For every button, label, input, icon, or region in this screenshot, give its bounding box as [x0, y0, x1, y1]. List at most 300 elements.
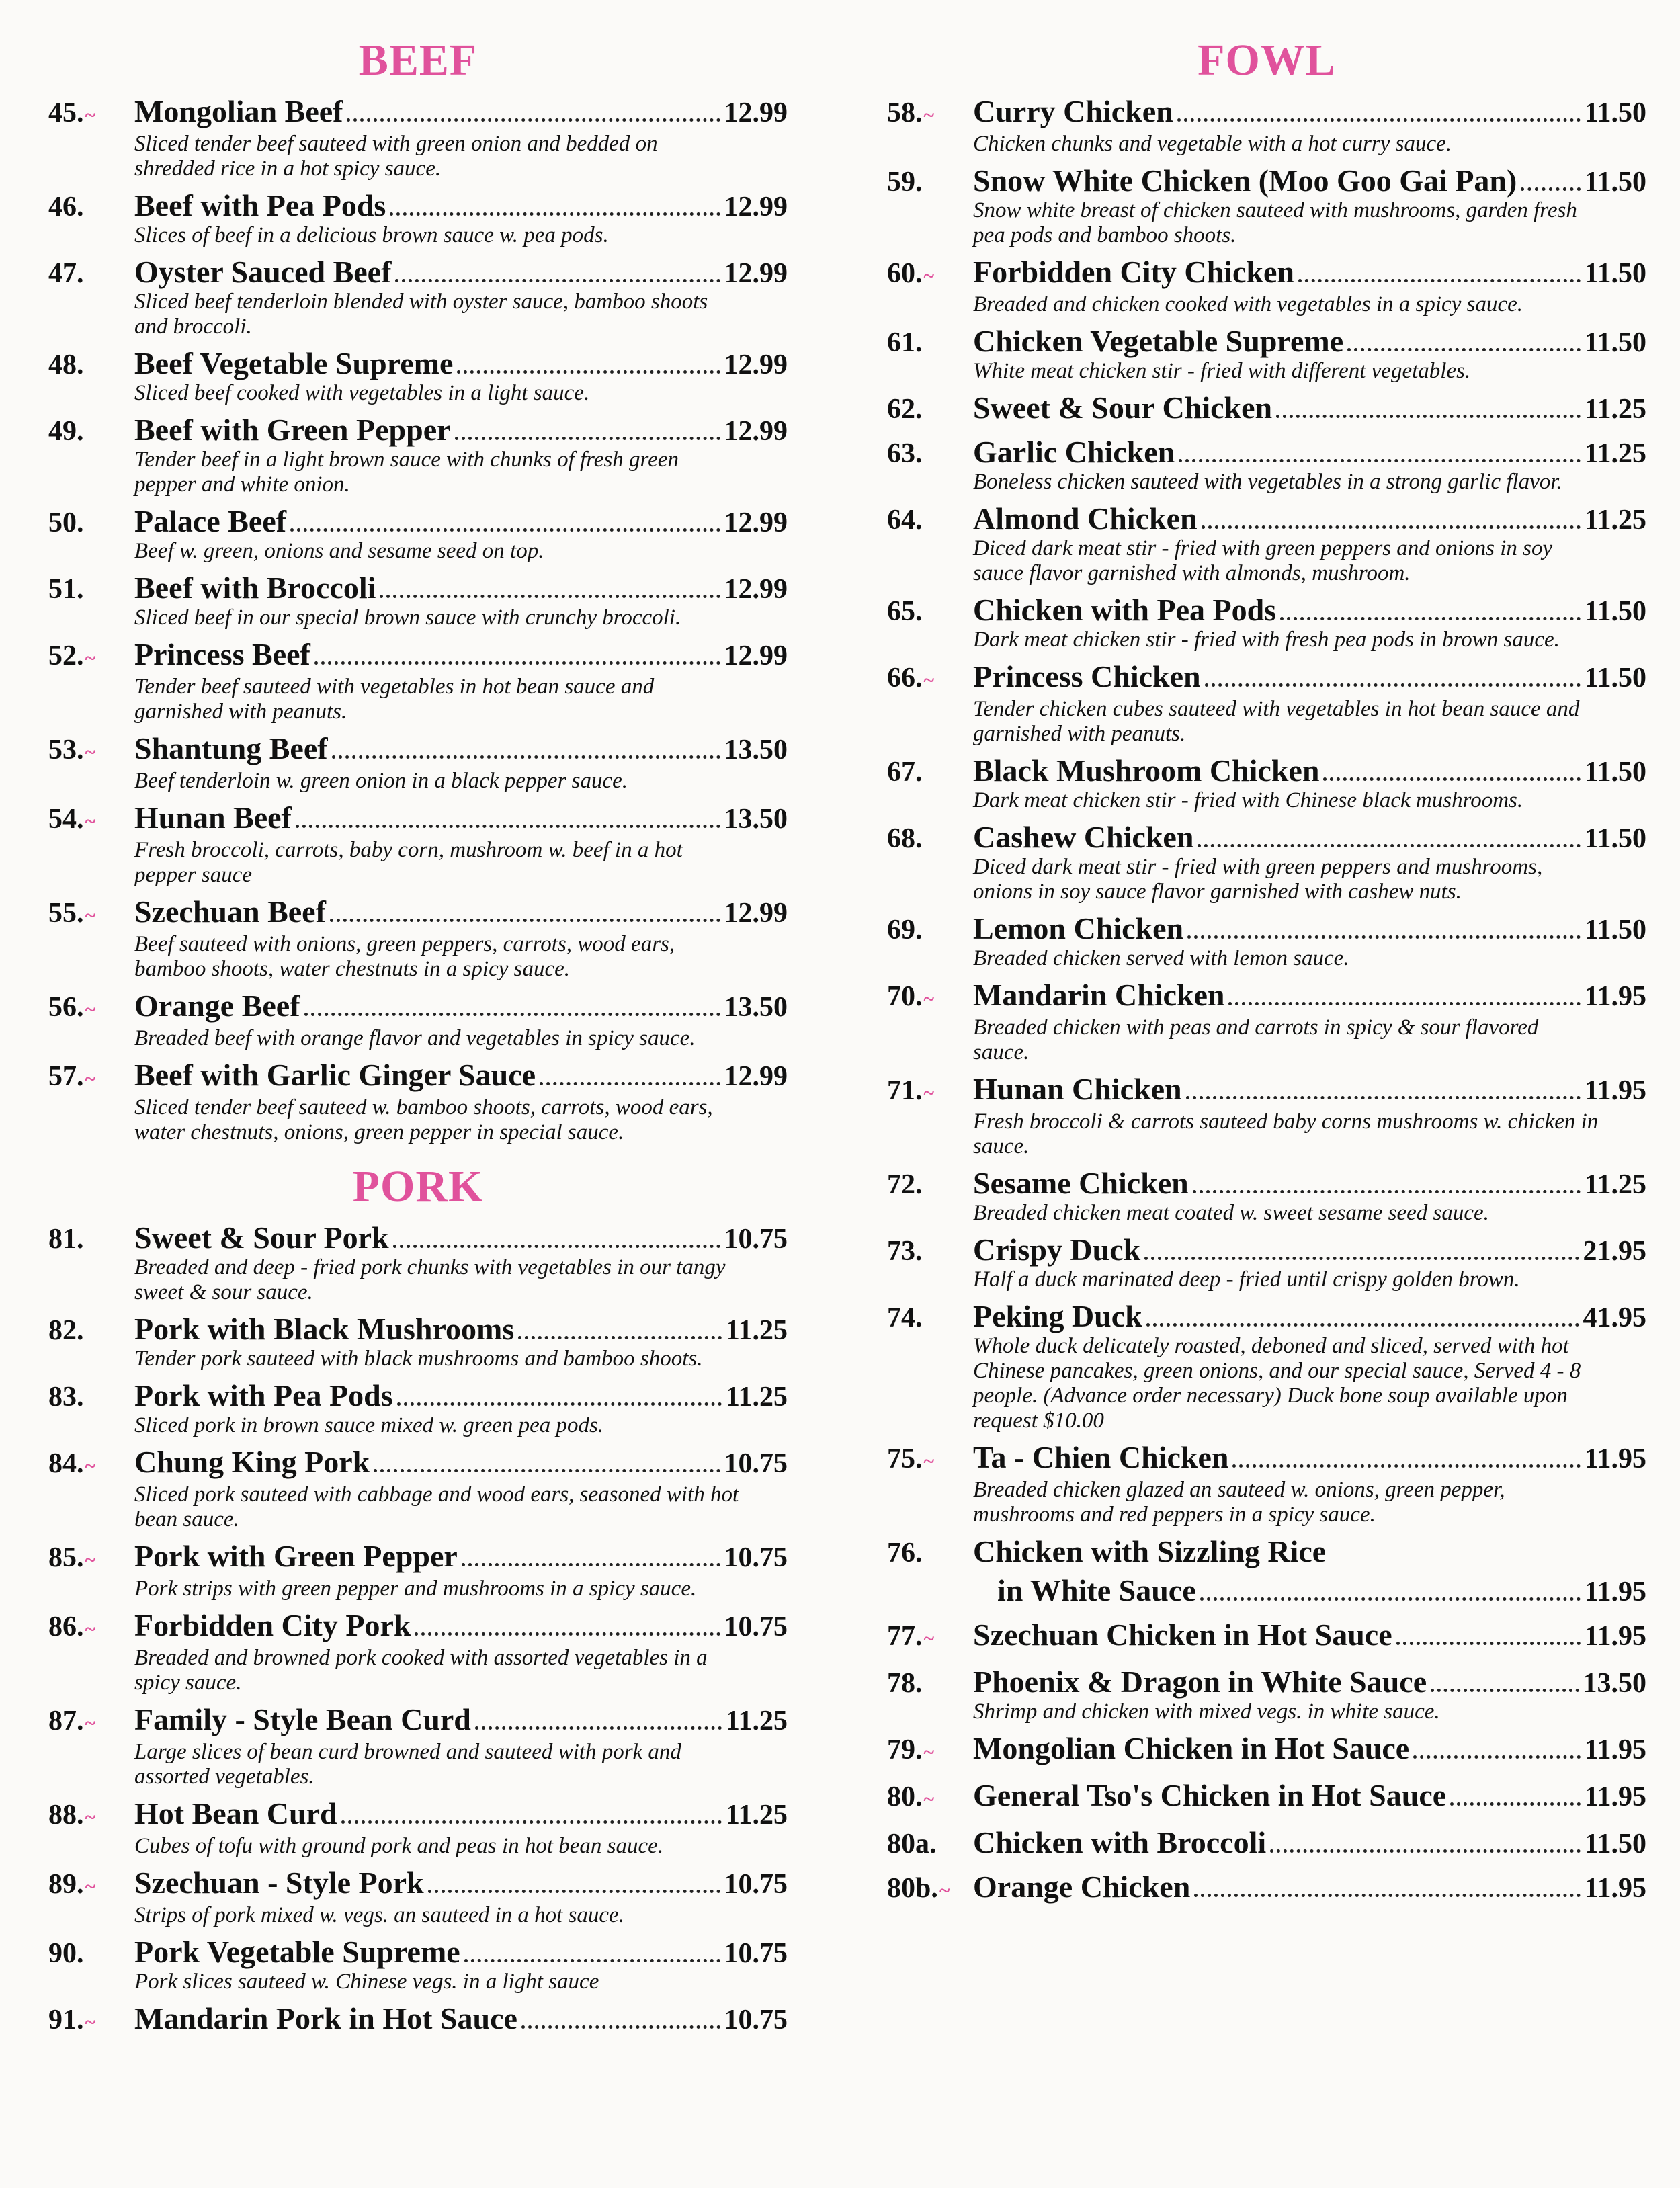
- menu-item-row: [48, 1443, 788, 1485]
- menu-item: [48, 503, 788, 564]
- spicy-marker-icon: ~: [923, 1450, 935, 1472]
- item-price: 11.95: [1584, 981, 1646, 1012]
- menu-item: [887, 389, 1646, 428]
- item-name: Pork with Pea Pods: [134, 1378, 393, 1413]
- item-name: Shantung Beef: [134, 731, 328, 765]
- item-name: Chicken Vegetable Supreme: [973, 324, 1344, 358]
- item-number: [887, 753, 973, 791]
- dot-leader: [1187, 935, 1581, 939]
- menu-item-row: [48, 1219, 788, 1258]
- spicy-marker-icon: ~: [923, 1628, 935, 1650]
- item-name: General Tso's Chicken in Hot Sauce: [973, 1778, 1447, 1812]
- dot-leader: [332, 755, 720, 759]
- item-price: 13.50: [724, 734, 788, 765]
- item-description: Half a duck marinated deep - fried until crispy golden brown.: [973, 1267, 1520, 1292]
- menu-item: [887, 1616, 1646, 1658]
- menu-item-row: [48, 1864, 788, 1906]
- item-price: 10.75: [724, 1611, 788, 1642]
- menu-item: [887, 818, 1646, 904]
- item-number-text: 85.: [48, 1542, 84, 1573]
- item-number-text: 87.: [48, 1706, 84, 1736]
- item-number: [48, 1539, 134, 1579]
- section-title: PORK: [352, 1162, 484, 1211]
- item-price: 11.50: [1584, 823, 1646, 854]
- item-number: [48, 1796, 134, 1837]
- menu-item: [48, 1443, 788, 1532]
- item-number: [48, 1378, 134, 1416]
- dot-leader: [1450, 1802, 1581, 1806]
- menu-item-row: [48, 187, 788, 226]
- item-number: [48, 731, 134, 771]
- item-name: Crispy Duck: [973, 1232, 1141, 1267]
- item-name: Chicken with Sizzling Rice: [973, 1534, 1327, 1568]
- dot-leader: [540, 1082, 720, 1085]
- item-price: 21.95: [1583, 1236, 1646, 1267]
- menu-item-row: [48, 893, 788, 935]
- item-number-text: 91.: [48, 2005, 84, 2035]
- item-description: Slices of beef in a delicious brown sauce w. pea pods.: [134, 223, 609, 247]
- item-number: [48, 504, 134, 542]
- item-number: [887, 1440, 973, 1480]
- item-description: Sliced beef cooked with vegetables in a light sauce.: [134, 381, 590, 405]
- item-name: Sweet & Sour Chicken: [973, 390, 1273, 425]
- menu-item-row: [887, 1616, 1646, 1658]
- item-description: Sliced beef in our special brown sauce with crunchy broccoli.: [134, 605, 681, 630]
- item-description: Tender beef in a light brown sauce with chunks of fresh green pepper and white onion.: [134, 448, 679, 497]
- spicy-marker-icon: ~: [939, 1880, 950, 1902]
- item-description: Breaded and browned pork cooked with assorted vegetables in a spicy sauce.: [134, 1646, 708, 1695]
- item-name: Peking Duck: [973, 1299, 1142, 1333]
- menu-item-row: [48, 730, 788, 771]
- menu-item-row: [48, 2000, 788, 2042]
- item-number-text: 79.: [887, 1734, 923, 1765]
- item-description: Tender chicken cubes sauteed with vegetables in hot bean sauce and garnished with peanuts.: [973, 697, 1580, 746]
- item-price: 11.95: [1584, 1443, 1646, 1474]
- dot-leader: [1413, 1755, 1581, 1759]
- item-price: 10.75: [724, 1448, 788, 1479]
- item-name: Pork Vegetable Supreme: [134, 1935, 460, 1969]
- dot-leader: [455, 437, 720, 440]
- item-number: [887, 1617, 973, 1658]
- item-number-text: 65.: [887, 596, 923, 627]
- item-description: Sliced pork sauteed with cabbage and wood ears, seasoned with hot bean sauce.: [134, 1482, 739, 1531]
- item-price: 11.25: [1584, 1169, 1646, 1200]
- menu-item: [48, 93, 788, 181]
- item-price: 11.95: [1584, 1576, 1646, 1607]
- menu-item: [887, 1824, 1646, 1863]
- item-name: Palace Beef: [134, 504, 287, 538]
- item-name: Beef with Garlic Ginger Sauce: [134, 1058, 536, 1092]
- item-number-text: 51.: [48, 574, 84, 605]
- item-description: Beef w. green, onions and sesame seed on top.: [134, 539, 544, 563]
- section-title: FOWL: [1198, 36, 1336, 85]
- menu-item: [48, 2000, 788, 2042]
- item-number-text: 47.: [48, 258, 84, 289]
- dot-leader: [415, 1632, 720, 1636]
- menu-item-row: [887, 1070, 1646, 1112]
- dot-leader: [1200, 1597, 1581, 1601]
- item-name: Mandarin Chicken: [973, 978, 1225, 1012]
- menu-item-row: [48, 411, 788, 450]
- item-name: Cashew Chicken: [973, 820, 1194, 854]
- menu-item-row: [48, 987, 788, 1029]
- menu-item-row: [48, 636, 788, 677]
- item-number: [48, 800, 134, 841]
- item-price: 10.75: [724, 2005, 788, 2035]
- menu-item: [887, 1439, 1646, 1527]
- item-name: Beef Vegetable Supreme: [134, 346, 454, 380]
- item-number-text: 83.: [48, 1382, 84, 1413]
- item-number-text: 76.: [887, 1538, 923, 1568]
- dot-leader: [1193, 1190, 1581, 1193]
- dot-leader: [290, 528, 720, 532]
- item-number: [887, 163, 973, 201]
- item-price: 11.95: [1584, 1075, 1646, 1106]
- dot-leader: [347, 118, 720, 122]
- item-price: 11.50: [1584, 167, 1646, 198]
- item-description: Shrimp and chicken with mixed vegs. in white sauce.: [973, 1699, 1440, 1724]
- spicy-marker-icon: ~: [923, 1082, 935, 1104]
- item-number-text: 60.: [887, 258, 923, 289]
- item-number-text: 55.: [48, 898, 84, 929]
- item-number: [887, 911, 973, 949]
- dot-leader: [1179, 459, 1581, 462]
- item-number: [48, 1312, 134, 1349]
- dot-leader: [1431, 1689, 1579, 1692]
- item-number-text: 48.: [48, 349, 84, 380]
- item-name: Curry Chicken: [973, 94, 1173, 128]
- menu-item-row: [887, 253, 1646, 295]
- item-number-text: 52.: [48, 640, 84, 671]
- menu-item-row: [48, 253, 788, 292]
- item-number-text: 64.: [887, 505, 923, 536]
- item-number-text: 71.: [887, 1075, 923, 1106]
- menu-item: [48, 1377, 788, 1438]
- item-number-text: 68.: [887, 823, 923, 854]
- item-number: [887, 1534, 973, 1572]
- item-number: [48, 188, 134, 226]
- item-number: [48, 1865, 134, 1906]
- menu-item: [887, 1231, 1646, 1292]
- menu-item-row: [887, 323, 1646, 362]
- item-number-text: 66.: [887, 663, 923, 693]
- item-number: [48, 988, 134, 1029]
- menu-item: [48, 1701, 788, 1790]
- item-number: [887, 1665, 973, 1702]
- item-description: Chicken chunks and vegetable with a hot curry sauce.: [973, 132, 1452, 156]
- item-number-text: 89.: [48, 1869, 84, 1900]
- menu-item-row: [887, 93, 1646, 134]
- item-description: Tender pork sauteed with black mushrooms and bamboo shoots.: [134, 1347, 703, 1371]
- dot-leader: [1521, 187, 1581, 191]
- dot-leader: [1228, 1002, 1580, 1005]
- menu-item: [887, 1533, 1646, 1611]
- dot-leader: [1232, 1464, 1580, 1468]
- item-description: Large slices of bean curd browned and sauteed with pork and assorted vegetables.: [134, 1740, 681, 1789]
- dot-leader: [390, 212, 720, 216]
- item-price: 11.50: [1584, 663, 1646, 693]
- menu-item: [887, 433, 1646, 495]
- menu-item: [48, 987, 788, 1051]
- item-price: 12.99: [724, 574, 788, 605]
- item-price: 11.25: [1584, 394, 1646, 425]
- item-price: 11.50: [1584, 596, 1646, 627]
- menu-item-row: [887, 1533, 1646, 1572]
- item-number-text: 67.: [887, 757, 923, 788]
- item-number-text: 62.: [887, 394, 923, 425]
- item-name: Pork with Green Pepper: [134, 1539, 458, 1573]
- section-title: BEEF: [358, 36, 478, 85]
- fowl-section: [887, 34, 1646, 1910]
- item-number-text: 75.: [887, 1443, 923, 1474]
- item-number-text: 58.: [887, 97, 923, 128]
- menu-item-row: [887, 433, 1646, 472]
- item-description: Fresh broccoli, carrots, baby corn, mushroom w. beef in a hot pepper sauce: [134, 838, 683, 887]
- item-name: Szechuan - Style Pork: [134, 1865, 424, 1900]
- item-number-text: 73.: [887, 1236, 923, 1267]
- dot-leader: [464, 1959, 720, 1962]
- item-number-text: 82.: [48, 1315, 84, 1346]
- item-description: Breaded and deep - fried pork chunks with vegetables in our tangy sweet & sour sauce.: [134, 1255, 726, 1304]
- item-name: Beef with Pea Pods: [134, 188, 386, 222]
- item-price: 11.25: [725, 1315, 788, 1346]
- dot-leader: [518, 1336, 722, 1339]
- item-price: 11.25: [725, 1706, 788, 1736]
- item-price: 12.99: [724, 1061, 788, 1092]
- spicy-marker-icon: ~: [923, 988, 935, 1010]
- item-description: Breaded chicken with peas and carrots in spicy & sour flavored sauce.: [973, 1015, 1539, 1064]
- item-description: White meat chicken stir - fried with different vegetables.: [973, 359, 1471, 383]
- item-number-text: 61.: [887, 327, 923, 358]
- item-price: 12.99: [724, 258, 788, 289]
- menu-item-row: [887, 658, 1646, 700]
- item-name: Princess Chicken: [973, 659, 1201, 693]
- dot-leader: [462, 1563, 720, 1566]
- dot-leader: [1186, 1096, 1581, 1099]
- item-price: 10.75: [724, 1869, 788, 1900]
- item-name: Beef with Broccoli: [134, 571, 376, 605]
- item-number: [48, 637, 134, 677]
- item-description: Breaded beef with orange flavor and vegetables in spicy sauce.: [134, 1026, 696, 1050]
- menu-item-row: [48, 1933, 788, 1972]
- menu-item-row: [887, 1298, 1646, 1337]
- menu-item: [887, 1663, 1646, 1724]
- item-name: Szechuan Chicken in Hot Sauce: [973, 1617, 1392, 1652]
- item-price: 11.95: [1584, 1734, 1646, 1765]
- item-number: [48, 1220, 134, 1258]
- item-number: [48, 1058, 134, 1098]
- dot-leader: [1276, 415, 1581, 418]
- item-description: Sliced tender beef sauteed with green onion and bedded on shredded rice in a hot spicy sauce.: [134, 132, 658, 181]
- item-number: [887, 1072, 973, 1112]
- dot-leader: [1202, 525, 1581, 529]
- dot-leader: [521, 2025, 720, 2029]
- item-description: Strips of pork mixed w. vegs. an sauteed in a hot sauce.: [134, 1903, 624, 1927]
- menu-item: [48, 1310, 788, 1372]
- item-number: [887, 1232, 973, 1270]
- dot-leader: [380, 595, 720, 598]
- spicy-marker-icon: ~: [85, 810, 96, 833]
- menu-item-row: [887, 1572, 1646, 1611]
- item-description: Dark meat chicken stir - fried with fresh pea pods in brown sauce.: [973, 628, 1560, 652]
- menu-item-row: [887, 591, 1646, 630]
- item-number: [887, 1166, 973, 1204]
- dot-leader: [1194, 1894, 1581, 1897]
- spicy-marker-icon: ~: [85, 1876, 96, 1898]
- item-description: Breaded chicken meat coated w. sweet sesame seed sauce.: [973, 1201, 1489, 1225]
- dot-leader: [1205, 683, 1581, 687]
- item-name: Mandarin Pork in Hot Sauce: [134, 2001, 517, 2035]
- spicy-marker-icon: ~: [85, 1068, 96, 1090]
- item-name: Mongolian Chicken in Hot Sauce: [973, 1731, 1410, 1765]
- item-name: Chung King Pork: [134, 1445, 370, 1479]
- item-name: Szechuan Beef: [134, 894, 326, 929]
- item-price: 11.95: [1584, 1873, 1646, 1904]
- item-description: Diced dark meat stir - fried with green peppers and onions in soy sauce flavor garnished with almonds, mushroom.: [973, 536, 1553, 585]
- item-number-text: 70.: [887, 981, 923, 1012]
- menu-item: [48, 1219, 788, 1305]
- item-number: [887, 255, 973, 295]
- item-name: Ta - Chien Chicken: [973, 1440, 1229, 1474]
- menu-item-row: [887, 1730, 1646, 1771]
- item-price: 10.75: [724, 1224, 788, 1255]
- menu-item-row: [887, 1439, 1646, 1480]
- dot-leader: [1280, 617, 1581, 620]
- menu-item: [887, 323, 1646, 384]
- spicy-marker-icon: ~: [923, 265, 935, 287]
- item-description: Pork strips with green pepper and mushrooms in a spicy sauce.: [134, 1576, 697, 1601]
- item-name: Oyster Sauced Beef: [134, 255, 392, 289]
- menu-item: [48, 1795, 788, 1859]
- item-name: Chicken with Pea Pods: [973, 593, 1277, 627]
- spicy-marker-icon: ~: [923, 1741, 935, 1763]
- item-price: 11.50: [1584, 97, 1646, 128]
- item-name: Black Mushroom Chicken: [973, 753, 1320, 788]
- menu-item: [887, 1070, 1646, 1159]
- item-name: Princess Beef: [134, 637, 310, 671]
- dot-leader: [395, 279, 720, 282]
- item-number: [887, 1778, 973, 1818]
- menu-item: [48, 1538, 788, 1601]
- item-name: Orange Beef: [134, 988, 300, 1023]
- dot-leader: [1177, 118, 1581, 122]
- menu-item: [887, 1868, 1646, 1910]
- menu-item-row: [48, 1607, 788, 1648]
- spicy-marker-icon: ~: [85, 904, 96, 927]
- dot-leader: [393, 1245, 720, 1248]
- item-description: Sliced tender beef sauteed w. bamboo shoots, carrots, wood ears, water chestnuts, onions, green pepper in special sauce.: [134, 1095, 713, 1144]
- item-number-text: 84.: [48, 1448, 84, 1479]
- menu-item-row: [887, 389, 1646, 428]
- dot-leader: [1144, 1257, 1579, 1260]
- item-number-text: 69.: [887, 915, 923, 945]
- menu-item: [887, 1165, 1646, 1226]
- pork-section: [48, 1160, 788, 2042]
- dot-leader: [374, 1469, 720, 1472]
- dot-leader: [475, 1726, 722, 1730]
- dot-leader: [1323, 777, 1580, 781]
- item-price: 12.99: [724, 192, 788, 222]
- item-description: Pork slices sauteed w. Chinese vegs. in a light sauce: [134, 1970, 599, 1994]
- menu-item-row: [48, 1795, 788, 1837]
- menu-item: [48, 730, 788, 794]
- item-number-text: 53.: [48, 734, 84, 765]
- item-number: [887, 1299, 973, 1337]
- item-number: [887, 820, 973, 857]
- item-number-text: 49.: [48, 416, 84, 447]
- item-name: Orange Chicken: [973, 1869, 1191, 1904]
- spicy-marker-icon: ~: [85, 999, 96, 1021]
- menu-item: [48, 187, 788, 248]
- item-number-text: 46.: [48, 192, 84, 222]
- item-price: 41.95: [1583, 1302, 1646, 1333]
- menu-item-row: [887, 1868, 1646, 1910]
- spicy-marker-icon: ~: [85, 2011, 96, 2033]
- dot-leader: [296, 825, 720, 828]
- menu-item-row: [48, 569, 788, 608]
- item-number-text: 86.: [48, 1611, 84, 1642]
- menu-item: [48, 799, 788, 888]
- item-price: 10.75: [724, 1938, 788, 1969]
- dot-leader: [1146, 1323, 1579, 1327]
- item-price: 13.50: [724, 804, 788, 835]
- item-name-continued: in White Sauce: [997, 1573, 1196, 1607]
- menu-item: [887, 752, 1646, 813]
- dot-leader: [457, 370, 720, 374]
- item-number: [48, 2001, 134, 2042]
- menu-item: [48, 1933, 788, 1994]
- item-price: 11.25: [725, 1800, 788, 1831]
- item-name: Almond Chicken: [973, 501, 1198, 536]
- menu-item: [887, 1730, 1646, 1771]
- dot-leader: [1396, 1642, 1581, 1645]
- menu-item: [887, 1777, 1646, 1818]
- spicy-marker-icon: ~: [85, 1455, 96, 1477]
- item-number: [887, 324, 973, 362]
- dot-leader: [330, 919, 720, 922]
- item-name: Forbidden City Pork: [134, 1608, 411, 1642]
- item-number: [887, 1825, 973, 1863]
- item-description: Dark meat chicken stir - fried with Chinese black mushrooms.: [973, 788, 1523, 812]
- item-name: Lemon Chicken: [973, 911, 1184, 945]
- item-description: Tender beef sauteed with vegetables in hot bean sauce and garnished with peanuts.: [134, 675, 655, 724]
- item-number: [887, 435, 973, 472]
- menu-item-row: [48, 93, 788, 134]
- dot-leader: [341, 1820, 722, 1824]
- item-description: Breaded chicken served with lemon sauce.: [973, 946, 1349, 970]
- item-price: 11.50: [1584, 1828, 1646, 1859]
- menu-item: [887, 93, 1646, 157]
- menu-item: [48, 411, 788, 497]
- item-number: [48, 1445, 134, 1485]
- menu-item-row: [48, 1056, 788, 1098]
- dot-leader: [304, 1013, 720, 1016]
- item-name: Beef with Green Pepper: [134, 413, 451, 447]
- dot-leader: [428, 1890, 720, 1893]
- menu-item-row: [48, 1377, 788, 1416]
- item-number: [887, 94, 973, 134]
- item-price: 11.50: [1584, 915, 1646, 945]
- item-number: [48, 1935, 134, 1972]
- item-price: 11.25: [1584, 438, 1646, 469]
- item-number: [887, 501, 973, 539]
- item-number-text: 45.: [48, 97, 84, 128]
- item-number-text: 80b.: [887, 1873, 938, 1904]
- menu-item: [48, 345, 788, 406]
- item-number-text: 50.: [48, 507, 84, 538]
- menu-item: [887, 253, 1646, 317]
- menu-item: [887, 591, 1646, 653]
